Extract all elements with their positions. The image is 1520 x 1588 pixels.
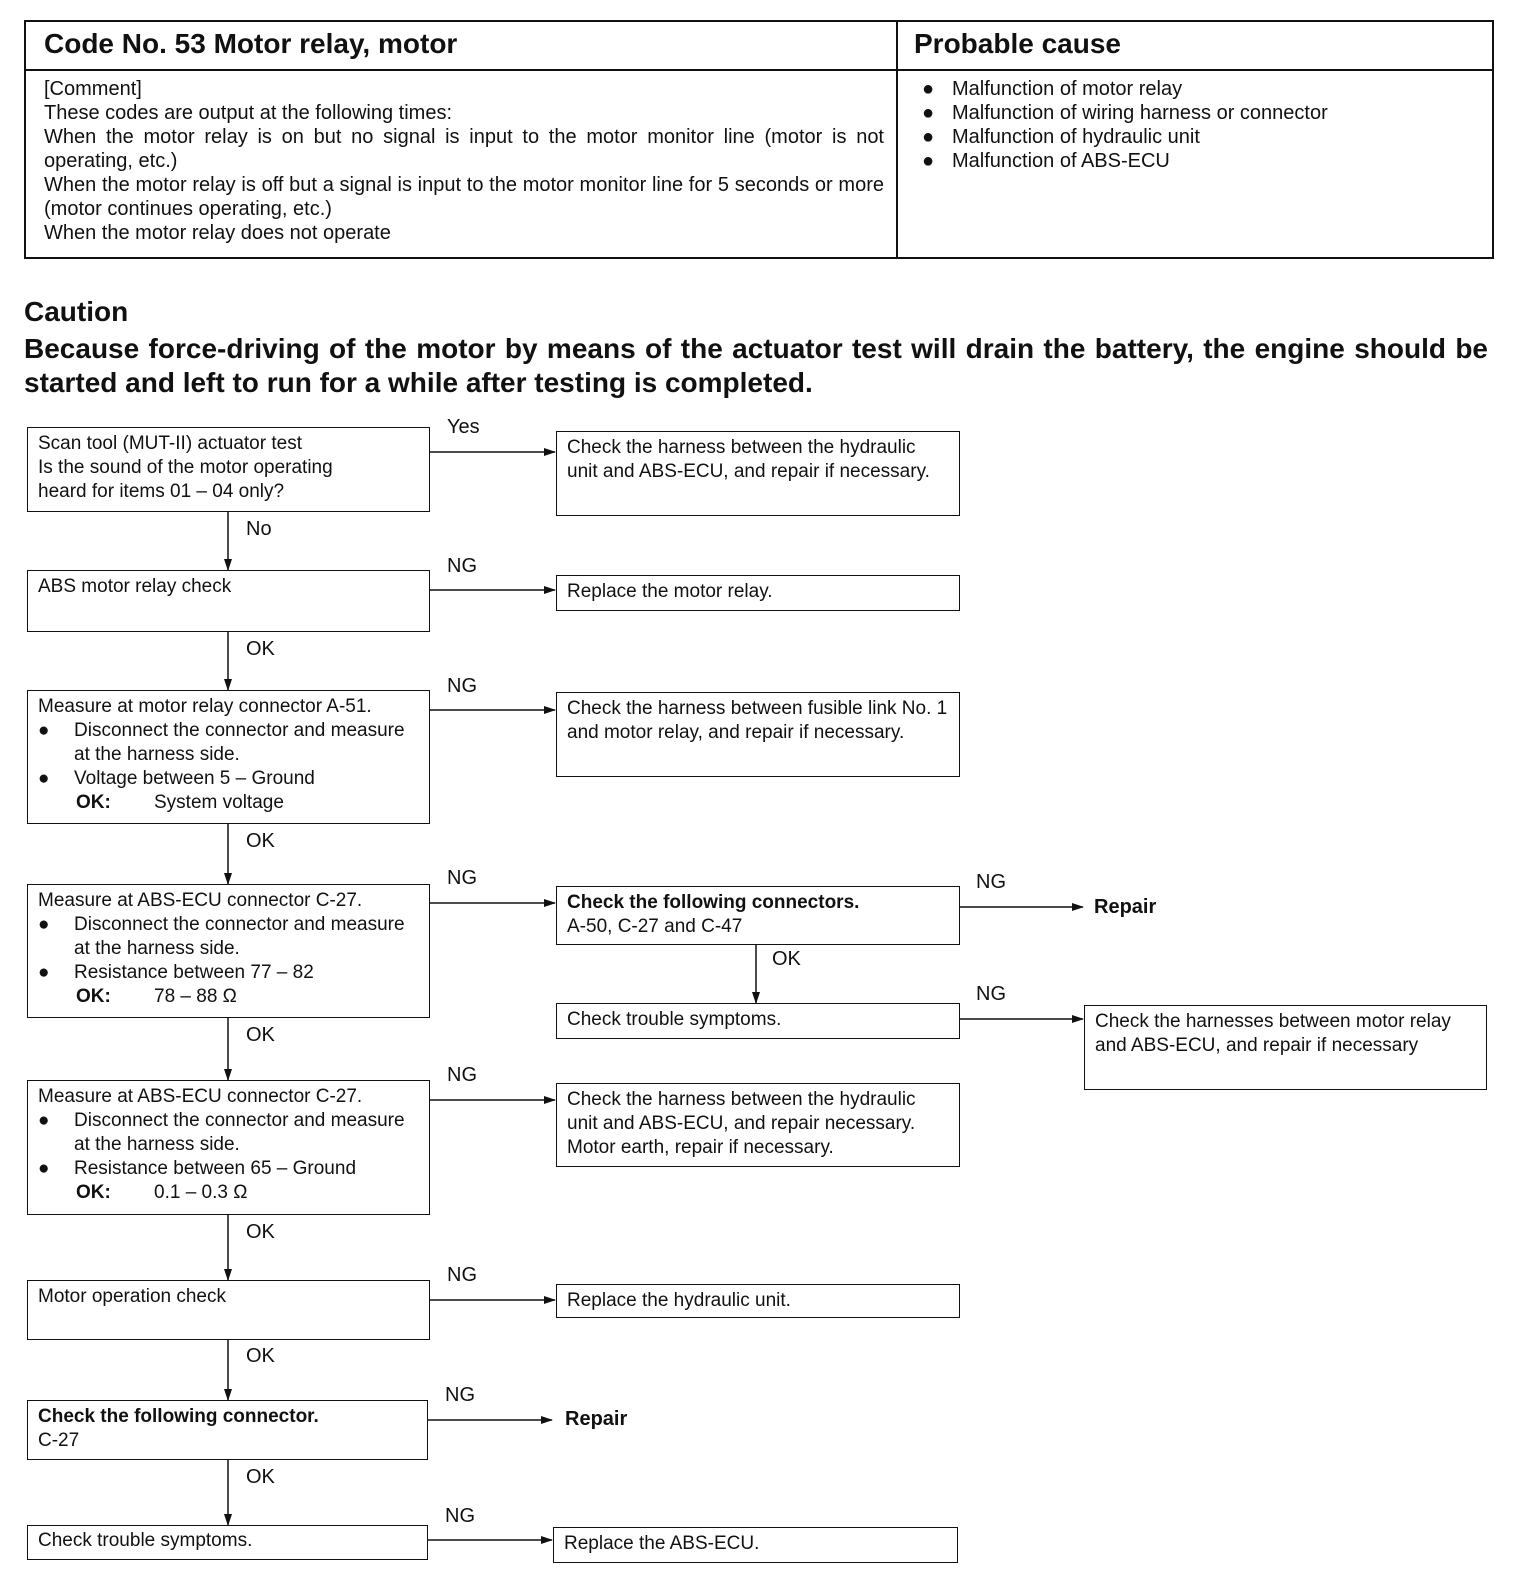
bullet-icon: ● — [38, 720, 50, 741]
label-ok: OK — [246, 830, 275, 852]
comment-line: [Comment] — [44, 78, 142, 100]
step-actuator-test: Scan tool (MUT-II) actuator test Is the sound of the motor operating heard for items 01 – 04 only? — [27, 427, 430, 512]
label-ng: NG — [447, 867, 477, 889]
repair-result: Repair — [1094, 896, 1157, 918]
bullet-icon: ● — [38, 1110, 50, 1131]
label-ng: NG — [976, 983, 1006, 1005]
label-ng: NG — [445, 1505, 475, 1527]
label-ng: NG — [447, 555, 477, 577]
cause-item: ● Malfunction of wiring harness or connector — [914, 101, 1328, 125]
label-ok: OK — [246, 1024, 275, 1046]
step-relay-check: ABS motor relay check — [27, 570, 430, 632]
label-ng: NG — [976, 871, 1006, 893]
result-replace-relay: Replace the motor relay. — [556, 575, 960, 611]
comment-line: When the motor relay is off but a signal is input to the motor monitor line for 5 seconds or more (motor continues operating, etc.) — [44, 174, 884, 220]
bullet-icon: ● — [922, 78, 935, 100]
result-harness-earth: Check the harness between the hydraulic unit and ABS-ECU, and repair necessary. Motor earth, repair if necessary. — [556, 1083, 960, 1167]
result-replace-ecu: Replace the ABS-ECU. — [553, 1527, 958, 1563]
bullet-icon: ● — [922, 126, 935, 148]
label-ng: NG — [447, 1064, 477, 1086]
label-ok: OK — [246, 1466, 275, 1488]
bullet-icon: ● — [922, 150, 935, 172]
cause-item: ● Malfunction of motor relay — [914, 77, 1328, 101]
label-ok: OK — [772, 948, 801, 970]
comment-line: When the motor relay is on but no signal is input to the motor monitor line (motor is not operating, etc.) — [44, 126, 884, 172]
step-measure-c27-a: Measure at ABS-ECU connector C-27. ● Disconnect the connector and measure at the harness side. ● Resistance between 77 – 82 OK: 78 – 88 Ω — [27, 884, 430, 1018]
label-yes: Yes — [447, 416, 480, 438]
comment-line: When the motor relay does not operate — [44, 222, 391, 244]
bullet-icon: ● — [38, 1158, 50, 1179]
check-connectors: Check the following connectors. A-50, C-27 and C-47 — [556, 886, 960, 945]
bullet-icon: ● — [38, 914, 50, 935]
step-motor-operation: Motor operation check — [27, 1280, 430, 1340]
bullet-icon: ● — [922, 102, 935, 124]
label-no: No — [246, 518, 272, 540]
step-measure-c27-b: Measure at ABS-ECU connector C-27. ● Disconnect the connector and measure at the harness side. ● Resistance between 65 – Ground OK: 0.1 – 0.3 Ω — [27, 1080, 430, 1215]
label-ok: OK — [246, 1221, 275, 1243]
bullet-icon: ● — [38, 962, 50, 983]
comment-line: These codes are output at the following times: — [44, 102, 453, 124]
probable-cause-title: Probable cause — [914, 28, 1121, 59]
cause-item: ● Malfunction of ABS-ECU — [914, 149, 1328, 173]
step-trouble-symptoms: Check trouble symptoms. — [27, 1525, 428, 1560]
bullet-icon: ● — [38, 768, 50, 789]
result-replace-hydraulic: Replace the hydraulic unit. — [556, 1284, 960, 1318]
label-ok: OK — [246, 1345, 275, 1367]
label-ng: NG — [447, 675, 477, 697]
cause-item: ● Malfunction of hydraulic unit — [914, 125, 1328, 149]
code-title: Code No. 53 Motor relay, motor — [44, 28, 458, 59]
label-ok: OK — [246, 638, 275, 660]
check-trouble-symptoms: Check trouble symptoms. — [556, 1003, 960, 1039]
caution-title: Caution — [24, 296, 129, 327]
result-harness-motor-relay: Check the harnesses between motor relay and ABS-ECU, and repair if necessary — [1084, 1005, 1487, 1090]
repair-result: Repair — [565, 1408, 628, 1430]
label-ng: NG — [445, 1384, 475, 1406]
step-measure-a51: Measure at motor relay connector A-51. ● Disconnect the connector and measure at the harness side. ● Voltage between 5 – Ground OK: System voltage — [27, 690, 430, 824]
caution-text: Because force-driving of the motor by means of the actuator test will drain the battery, the engine should be started and left to run for a while after testing is completed. — [24, 333, 1488, 398]
result-harness-fusible: Check the harness between fusible link No. 1 and motor relay, and repair if necessary. — [556, 692, 960, 777]
step-check-connector: Check the following connector. C-27 — [27, 1400, 428, 1460]
result-harness-hydraulic: Check the harness between the hydraulic unit and ABS-ECU, and repair if necessary. — [556, 431, 960, 516]
label-ng: NG — [447, 1264, 477, 1286]
